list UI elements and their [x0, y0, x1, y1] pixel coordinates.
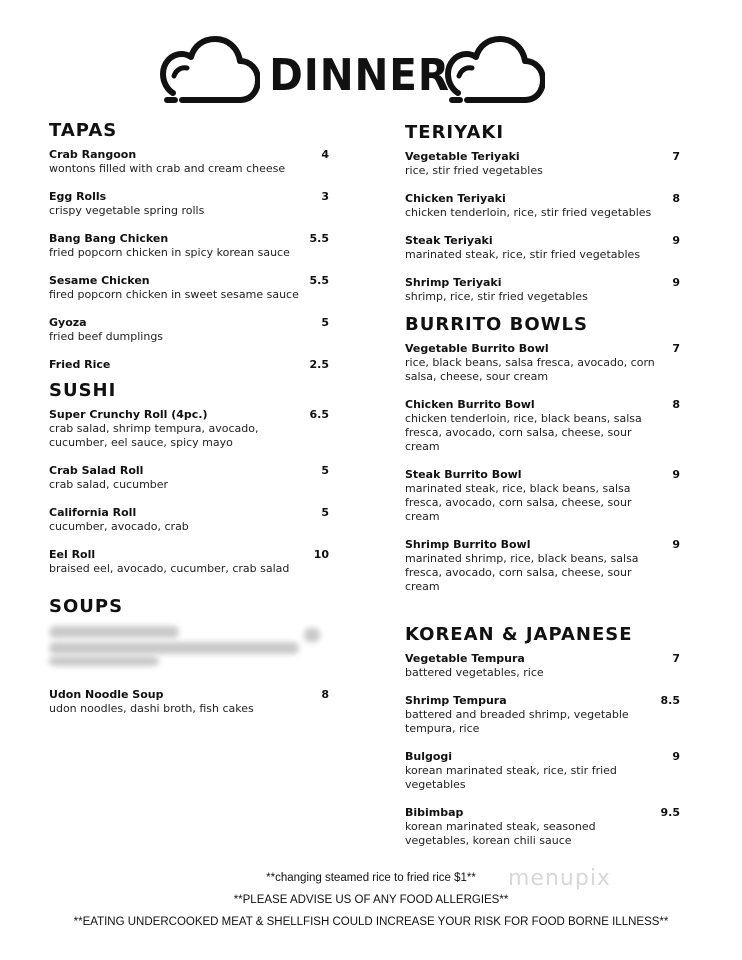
- item-name: Vegetable Burrito Bowl: [405, 342, 549, 355]
- item-name: Gyoza: [49, 316, 87, 329]
- item-price: 2.5: [309, 358, 329, 371]
- menu-item: [405, 276, 690, 304]
- item-price: 5.5: [309, 274, 329, 287]
- item-name: Sesame Chicken: [49, 274, 150, 287]
- item-price: 7: [672, 342, 680, 355]
- item-description: fried beef dumplings: [49, 330, 164, 343]
- item-price: 10: [313, 548, 329, 561]
- item-price: 3: [321, 190, 329, 203]
- item-description: fired popcorn chicken in sweet sesame sauce: [49, 288, 299, 301]
- item-description: marinated steak, rice, black beans, salsa fresca, avocado, corn salsa, cheese, sour cream: [405, 482, 632, 523]
- section-title: BURRITO BOWLS: [405, 314, 588, 335]
- item-description: braised eel, avocado, cucumber, crab salad: [49, 562, 290, 575]
- item-name: Egg Rolls: [49, 190, 107, 203]
- item-description: crispy vegetable spring rolls: [49, 204, 205, 217]
- item-price: 8: [321, 688, 329, 701]
- item-price: 9: [672, 538, 680, 551]
- menu-item: [49, 190, 339, 218]
- item-description: shrimp, rice, stir fried vegetables: [405, 290, 588, 303]
- item-name: Vegetable Teriyaki: [405, 150, 520, 163]
- menu-item: [49, 506, 339, 534]
- item-price: 5: [321, 464, 329, 477]
- item-price: 7: [672, 150, 680, 163]
- menu-item: [49, 464, 339, 492]
- item-price: 4: [321, 148, 329, 161]
- menu-item: [405, 468, 690, 524]
- left-column: [49, 120, 339, 730]
- item-name: Eel Roll: [49, 548, 96, 561]
- item-name: Bibimbap: [405, 806, 464, 819]
- section-soups: [49, 596, 339, 716]
- item-name: California Roll: [49, 506, 137, 519]
- item-description: chicken tenderloin, rice, stir fried vegetables: [405, 206, 652, 219]
- footer-note-warning: **EATING UNDERCOOKED MEAT & SHELLFISH COULD INCREASE YOUR RISK FOR FOOD BORNE ILLNESS**: [73, 916, 669, 928]
- section-title: TERIYAKI: [405, 122, 505, 143]
- footer-note-rice: **changing steamed rice to fried rice $1**: [266, 872, 476, 884]
- menu-item: [405, 652, 690, 680]
- item-price: 5: [321, 506, 329, 519]
- blurred-item: [49, 624, 324, 670]
- item-name: Fried Rice: [49, 358, 111, 371]
- section-burrito-bowls: [405, 314, 690, 594]
- section-title: TAPAS: [49, 120, 118, 141]
- menu-item: [405, 192, 690, 220]
- item-description: rice, black beans, salsa fresca, avocado, corn salsa, cheese, sour cream: [405, 356, 655, 383]
- item-name: Udon Noodle Soup: [49, 688, 164, 701]
- section-title: KOREAN & JAPANESE: [405, 624, 633, 645]
- menu-item: [49, 232, 339, 260]
- item-description: crab salad, shrimp tempura, avocado, cucumber, eel sauce, spicy mayo: [49, 422, 259, 449]
- item-name: Vegetable Tempura: [405, 652, 525, 665]
- item-price: 8: [672, 398, 680, 411]
- cloud-icon: [160, 34, 260, 108]
- item-name: Bulgogi: [405, 750, 453, 763]
- item-price: 9: [672, 750, 680, 763]
- item-name: Super Crunchy Roll (4pc.): [49, 408, 208, 421]
- menu-item: [405, 234, 690, 262]
- item-name: Crab Rangoon: [49, 148, 137, 161]
- item-description: udon noodles, dashi broth, fish cakes: [49, 702, 254, 715]
- menu-item: [49, 148, 339, 176]
- item-name: Shrimp Tempura: [405, 694, 507, 707]
- menu-item: [405, 398, 690, 454]
- item-description: battered vegetables, rice: [405, 666, 544, 679]
- item-name: Steak Burrito Bowl: [405, 468, 522, 481]
- item-description: wontons filled with crab and cream cheese: [49, 162, 286, 175]
- footer-note-allergies: **PLEASE ADVISE US OF ANY FOOD ALLERGIES**: [233, 894, 509, 906]
- item-price: 9: [672, 276, 680, 289]
- item-description: cucumber, avocado, crab: [49, 520, 189, 533]
- menu-item: [405, 694, 690, 736]
- item-name: Chicken Teriyaki: [405, 192, 506, 205]
- right-column: [405, 122, 690, 862]
- item-price: 5.5: [309, 232, 329, 245]
- menu-item: [49, 274, 339, 302]
- menu-header: [0, 34, 742, 114]
- section-tapas: [49, 120, 339, 372]
- item-price: 5: [321, 316, 329, 329]
- menu-item: [49, 316, 339, 344]
- section-title: SOUPS: [49, 596, 124, 617]
- section-sushi: [49, 380, 339, 576]
- menu-item: [405, 150, 690, 178]
- menu-item: [405, 806, 690, 848]
- item-price: 6.5: [309, 408, 329, 421]
- item-price: 9.5: [660, 806, 680, 819]
- item-description: battered and breaded shrimp, vegetable tempura, rice: [405, 708, 629, 735]
- item-price: 8.5: [660, 694, 680, 707]
- item-name: Crab Salad Roll: [49, 464, 144, 477]
- item-name: Shrimp Burrito Bowl: [405, 538, 531, 551]
- menu-item: [405, 750, 690, 792]
- item-description: marinated shrimp, rice, black beans, salsa fresca, avocado, corn salsa, cheese, sour cream: [405, 552, 639, 593]
- item-description: korean marinated steak, rice, stir fried vegetables: [405, 764, 617, 791]
- section-korean-japanese: [405, 624, 690, 848]
- item-description: crab salad, cucumber: [49, 478, 169, 491]
- menu-item: [49, 358, 339, 372]
- item-description: chicken tenderloin, rice, black beans, salsa fresca, avocado, corn salsa, cheese, sour cream: [405, 412, 642, 453]
- menu-item: [405, 538, 690, 594]
- menu-item: [405, 342, 690, 384]
- item-price: 8: [672, 192, 680, 205]
- item-price: 9: [672, 234, 680, 247]
- section-teriyaki: [405, 122, 690, 304]
- item-name: Steak Teriyaki: [405, 234, 493, 247]
- cloud-icon: [445, 34, 545, 108]
- menu-item: [49, 408, 339, 450]
- menu-item: [49, 548, 339, 576]
- menu-title: DINNER: [269, 50, 450, 101]
- item-description: marinated steak, rice, stir fried vegetables: [405, 248, 641, 261]
- item-description: rice, stir fried vegetables: [405, 164, 543, 177]
- item-price: 7: [672, 652, 680, 665]
- section-title: SUSHI: [49, 380, 117, 401]
- item-price: 9: [672, 468, 680, 481]
- watermark: menupix: [508, 866, 611, 891]
- menu-item: [49, 688, 339, 716]
- item-name: Bang Bang Chicken: [49, 232, 169, 245]
- item-name: Chicken Burrito Bowl: [405, 398, 535, 411]
- item-description: fried popcorn chicken in spicy korean sauce: [49, 246, 290, 259]
- item-name: Shrimp Teriyaki: [405, 276, 502, 289]
- item-description: korean marinated steak, seasoned vegetables, korean chili sauce: [405, 820, 596, 847]
